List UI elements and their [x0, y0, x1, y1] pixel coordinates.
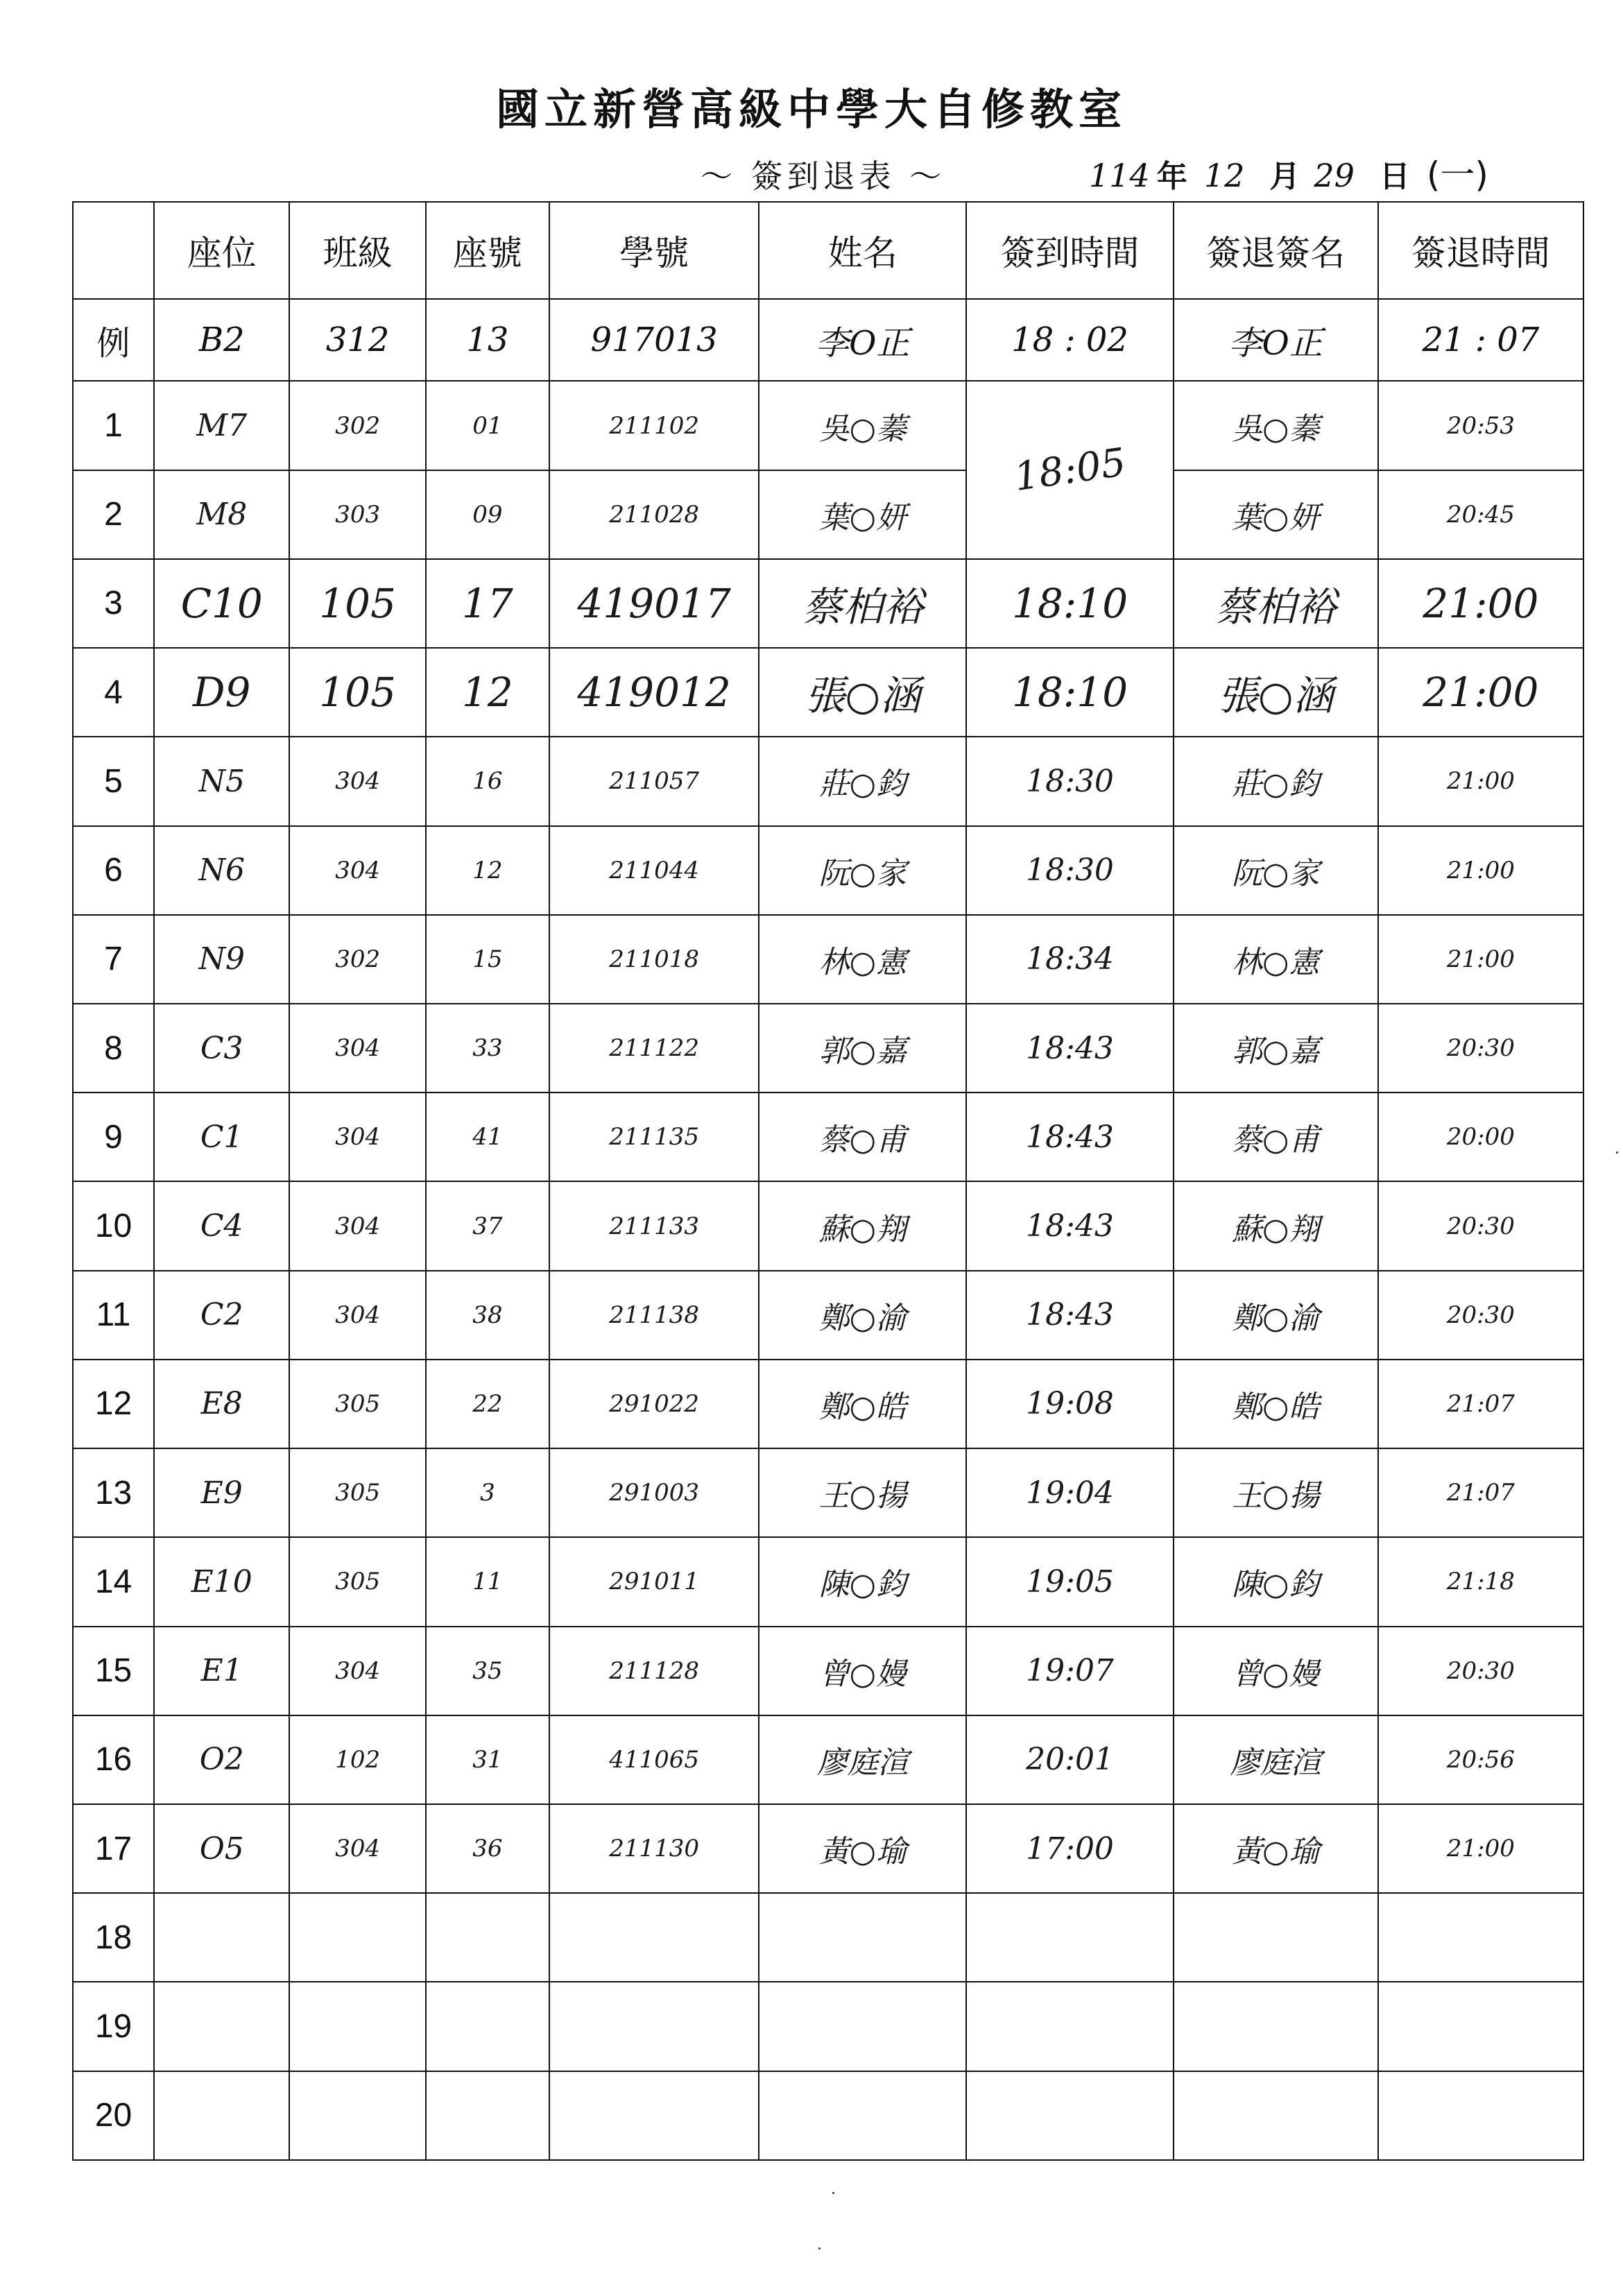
checkout-time-cell: 20:53	[1378, 381, 1583, 470]
col-header-name: 姓名	[759, 202, 966, 299]
checkout-time-cell: 21:00	[1378, 648, 1583, 737]
row-number: 20	[73, 2071, 154, 2160]
name-cell: 吳○蓁	[759, 381, 966, 470]
name-cell: 阮○家	[759, 826, 966, 915]
checkin-time-cell: 19:08	[966, 1360, 1173, 1448]
seat-cell: N9	[154, 915, 289, 1004]
row-number: 4	[73, 648, 154, 737]
seat-no-cell: 17	[426, 559, 549, 648]
student-id-cell: 211122	[549, 1004, 759, 1093]
checkin-time-cell: 18:43	[966, 1004, 1173, 1093]
seat-cell: E10	[154, 1537, 289, 1626]
seat-cell: E9	[154, 1448, 289, 1537]
table-row	[73, 1627, 1583, 1715]
checkout-time-cell: 21:00	[1378, 1804, 1583, 1893]
seat-cell: C3	[154, 1004, 289, 1093]
name-cell	[759, 1893, 966, 1982]
class-cell: 304	[289, 1004, 425, 1093]
checkin-time-cell: 18:43	[966, 1093, 1173, 1181]
table-row	[73, 1181, 1583, 1270]
checkout-signature-cell: 林○憲	[1174, 915, 1378, 1004]
seat-cell: C1	[154, 1093, 289, 1181]
example-row	[73, 299, 1583, 381]
student-id-cell: 211044	[549, 826, 759, 915]
name-cell	[759, 1982, 966, 2071]
seat-no-cell: 15	[426, 915, 549, 1004]
class-cell	[289, 2071, 425, 2160]
seat-no-cell: 31	[426, 1715, 549, 1804]
checkin-time-cell: 18:34	[966, 915, 1173, 1004]
row-number: 11	[73, 1271, 154, 1360]
table-row	[73, 1004, 1583, 1093]
class-cell: 105	[289, 559, 425, 648]
table-row	[73, 1271, 1583, 1360]
class-cell: 304	[289, 826, 425, 915]
checkout-signature-cell: 蔡柏裕	[1174, 559, 1378, 648]
class-cell: 304	[289, 1093, 425, 1181]
checkin-time-cell: 18:30	[966, 826, 1173, 915]
checkin-time-cell: 18:30	[966, 737, 1173, 825]
table-header-row	[73, 202, 1583, 299]
seat-no-cell: 38	[426, 1271, 549, 1360]
seat-cell	[154, 1982, 289, 2071]
document-title: 國立新營高級中學大自修教室	[495, 84, 1127, 135]
table-row	[73, 1537, 1583, 1626]
checkout-signature-cell	[1174, 1893, 1378, 1982]
day-label: 日	[1379, 159, 1410, 194]
checkout-signature-cell: 廖庭渲	[1174, 1715, 1378, 1804]
row-number: 10	[73, 1181, 154, 1270]
name-cell: 陳○鈞	[759, 1537, 966, 1626]
date-weekday: (一)	[1426, 155, 1488, 195]
row-number: 19	[73, 1982, 154, 2071]
student-id-cell	[549, 2071, 759, 2160]
col-header-checkout-signature: 簽退簽名	[1174, 202, 1378, 299]
student-id-cell: 291003	[549, 1448, 759, 1537]
checkout-time-cell	[1378, 1893, 1583, 1982]
table-row	[73, 648, 1583, 737]
name-cell: 蔡○甫	[759, 1093, 966, 1181]
name-cell: 王○揚	[759, 1448, 966, 1537]
seat-no-cell: 11	[426, 1537, 549, 1626]
checkout-time-cell: 21:00	[1378, 915, 1583, 1004]
table-row	[73, 381, 1583, 470]
checkout-signature-cell: 鄭○渝	[1174, 1271, 1378, 1360]
student-id-cell: 291011	[549, 1537, 759, 1626]
row-number: 15	[73, 1627, 154, 1715]
example-class: 312	[289, 299, 425, 381]
signin-table	[72, 201, 1584, 2161]
table-row	[73, 1893, 1583, 1982]
col-header-seat: 座位	[154, 202, 289, 299]
name-cell: 蔡柏裕	[759, 559, 966, 648]
merged-checkin-time: 18:05	[1011, 440, 1128, 501]
seat-no-cell: 37	[426, 1181, 549, 1270]
col-header-index	[73, 202, 154, 299]
checkout-signature-cell: 蘇○翔	[1174, 1181, 1378, 1270]
checkin-time-cell: 18:43	[966, 1271, 1173, 1360]
seat-no-cell: 3	[426, 1448, 549, 1537]
row-number: 14	[73, 1537, 154, 1626]
row-number: 6	[73, 826, 154, 915]
student-id-cell: 291022	[549, 1360, 759, 1448]
checkout-signature-cell: 蔡○甫	[1174, 1093, 1378, 1181]
seat-cell: E8	[154, 1360, 289, 1448]
row-number: 2	[73, 470, 154, 559]
row-number: 5	[73, 737, 154, 825]
name-cell: 鄭○皓	[759, 1360, 966, 1448]
date-month: 12	[1203, 157, 1245, 194]
col-header-checkout-time: 簽退時間	[1378, 202, 1583, 299]
table-row	[73, 559, 1583, 648]
student-id-cell: 211133	[549, 1181, 759, 1270]
checkout-signature-cell: 張○涵	[1174, 648, 1378, 737]
checkin-time-cell	[966, 1982, 1173, 2071]
checkout-signature-cell: 王○揚	[1174, 1448, 1378, 1537]
checkin-time-cell: 18:10	[966, 559, 1173, 648]
checkout-time-cell: 21:00	[1378, 559, 1583, 648]
class-cell: 304	[289, 1271, 425, 1360]
seat-cell: N6	[154, 826, 289, 915]
seat-cell: O5	[154, 1804, 289, 1893]
row-number: 7	[73, 915, 154, 1004]
checkout-signature-cell: 鄭○皓	[1174, 1360, 1378, 1448]
class-cell: 304	[289, 1804, 425, 1893]
checkin-time-cell	[966, 1893, 1173, 1982]
example-name: 李O正	[759, 299, 966, 381]
name-cell: 蘇○翔	[759, 1181, 966, 1270]
seat-no-cell: 36	[426, 1804, 549, 1893]
class-cell: 102	[289, 1715, 425, 1804]
date-line	[1089, 147, 1488, 197]
checkout-signature-cell: 莊○鈞	[1174, 737, 1378, 825]
student-id-cell	[549, 1893, 759, 1982]
checkout-time-cell: 21:00	[1378, 737, 1583, 825]
checkin-time-cell: 17:00	[966, 1804, 1173, 1893]
seat-no-cell: 33	[426, 1004, 549, 1093]
class-cell: 304	[289, 1627, 425, 1715]
checkout-time-cell: 20:30	[1378, 1181, 1583, 1270]
student-id-cell: 211138	[549, 1271, 759, 1360]
checkin-time-cell: 19:07	[966, 1627, 1173, 1715]
class-cell: 302	[289, 381, 425, 470]
seat-no-cell	[426, 1893, 549, 1982]
row-number: 9	[73, 1093, 154, 1181]
table-row	[73, 826, 1583, 915]
row-number: 16	[73, 1715, 154, 1804]
student-id-cell: 419017	[549, 559, 759, 648]
seat-no-cell: 41	[426, 1093, 549, 1181]
checkout-signature-cell: 葉○妍	[1174, 470, 1378, 559]
checkout-time-cell: 20:56	[1378, 1715, 1583, 1804]
seat-cell	[154, 2071, 289, 2160]
col-header-checkin-time: 簽到時間	[966, 202, 1173, 299]
class-cell: 305	[289, 1360, 425, 1448]
name-cell: 曾○嫚	[759, 1627, 966, 1715]
seat-cell: O2	[154, 1715, 289, 1804]
year-label: 年	[1156, 159, 1187, 194]
seat-cell: C2	[154, 1271, 289, 1360]
col-header-class: 班級	[289, 202, 425, 299]
seat-cell: M7	[154, 381, 289, 470]
seat-cell: C4	[154, 1181, 289, 1270]
checkin-time-cell: 19:04	[966, 1448, 1173, 1537]
checkout-time-cell: 20:45	[1378, 470, 1583, 559]
name-cell: 黃○瑜	[759, 1804, 966, 1893]
table-row	[73, 1804, 1583, 1893]
seat-no-cell: 01	[426, 381, 549, 470]
checkin-time-cell: 19:05	[966, 1537, 1173, 1626]
checkout-signature-cell: 曾○嫚	[1174, 1627, 1378, 1715]
example-label: 例	[73, 299, 154, 381]
example-seat: B2	[154, 299, 289, 381]
student-id-cell: 211028	[549, 470, 759, 559]
checkout-time-cell: 20:30	[1378, 1004, 1583, 1093]
table-row	[73, 915, 1583, 1004]
table-row	[73, 470, 1583, 559]
student-id-cell: 211128	[549, 1627, 759, 1715]
checkin-time-cell	[966, 381, 1173, 558]
name-cell: 鄭○渝	[759, 1271, 966, 1360]
table-row	[73, 1360, 1583, 1448]
checkout-time-cell: 21:07	[1378, 1360, 1583, 1448]
class-cell: 304	[289, 1181, 425, 1270]
name-cell: 葉○妍	[759, 470, 966, 559]
student-id-cell	[549, 1982, 759, 2071]
checkout-time-cell: 21:07	[1378, 1448, 1583, 1537]
checkout-signature-cell: 陳○鈞	[1174, 1537, 1378, 1626]
row-number: 13	[73, 1448, 154, 1537]
student-id-cell: 211018	[549, 915, 759, 1004]
seat-cell: M8	[154, 470, 289, 559]
class-cell: 302	[289, 915, 425, 1004]
checkout-time-cell: 20:30	[1378, 1271, 1583, 1360]
checkin-time-cell: 18:10	[966, 648, 1173, 737]
checkout-signature-cell	[1174, 1982, 1378, 2071]
checkout-time-cell	[1378, 2071, 1583, 2160]
col-header-student-id: 學號	[549, 202, 759, 299]
checkout-time-cell: 21:18	[1378, 1537, 1583, 1626]
checkout-signature-cell: 吳○蓁	[1174, 381, 1378, 470]
checkout-time-cell	[1378, 1982, 1583, 2071]
seat-no-cell: 12	[426, 826, 549, 915]
name-cell	[759, 2071, 966, 2160]
col-header-seat-no: 座號	[426, 202, 549, 299]
class-cell: 304	[289, 737, 425, 825]
table-row	[73, 737, 1583, 825]
checkin-time-cell: 20:01	[966, 1715, 1173, 1804]
row-number: 17	[73, 1804, 154, 1893]
example-seat-no: 13	[426, 299, 549, 381]
checkout-signature-cell: 黃○瑜	[1174, 1804, 1378, 1893]
date-year: 114	[1089, 157, 1150, 194]
checkout-signature-cell	[1174, 2071, 1378, 2160]
checkin-time-cell: 18:43	[966, 1181, 1173, 1270]
table-row	[73, 1715, 1583, 1804]
row-number: 8	[73, 1004, 154, 1093]
student-id-cell: 211130	[549, 1804, 759, 1893]
table-row	[73, 2071, 1583, 2160]
name-cell: 林○憲	[759, 915, 966, 1004]
name-cell: 莊○鈞	[759, 737, 966, 825]
checkout-signature-cell: 郭○嘉	[1174, 1004, 1378, 1093]
class-cell: 305	[289, 1537, 425, 1626]
seat-no-cell: 16	[426, 737, 549, 825]
checkout-signature-cell: 阮○家	[1174, 826, 1378, 915]
seat-no-cell	[426, 1982, 549, 2071]
example-student-id: 917013	[549, 299, 759, 381]
checkout-time-cell: 20:30	[1378, 1627, 1583, 1715]
row-number: 18	[73, 1893, 154, 1982]
seat-no-cell: 35	[426, 1627, 549, 1715]
row-number: 1	[73, 381, 154, 470]
class-cell	[289, 1893, 425, 1982]
checkout-time-cell: 21:00	[1378, 826, 1583, 915]
class-cell: 105	[289, 648, 425, 737]
name-cell: 郭○嘉	[759, 1004, 966, 1093]
student-id-cell: 411065	[549, 1715, 759, 1804]
example-checkout-signature: 李O正	[1174, 299, 1378, 381]
example-checkout-time: 21 : 07	[1378, 299, 1583, 381]
table-row	[73, 1982, 1583, 2071]
student-id-cell: 211135	[549, 1093, 759, 1181]
row-number: 12	[73, 1360, 154, 1448]
name-cell: 張○涵	[759, 648, 966, 737]
class-cell	[289, 1982, 425, 2071]
document-subtitle: ～ 簽到退表 ～	[701, 157, 946, 195]
table-row	[73, 1093, 1583, 1181]
class-cell: 305	[289, 1448, 425, 1537]
example-checkin-time: 18 : 02	[966, 299, 1173, 381]
seat-no-cell	[426, 2071, 549, 2160]
seat-cell: E1	[154, 1627, 289, 1715]
name-cell: 廖庭渲	[759, 1715, 966, 1804]
seat-no-cell: 09	[426, 470, 549, 559]
row-number: 3	[73, 559, 154, 648]
seat-cell	[154, 1893, 289, 1982]
table-row	[73, 1448, 1583, 1537]
student-id-cell: 419012	[549, 648, 759, 737]
checkout-time-cell: 20:00	[1378, 1093, 1583, 1181]
seat-cell: C10	[154, 559, 289, 648]
month-label: 月	[1269, 159, 1300, 194]
seat-cell: D9	[154, 648, 289, 737]
class-cell: 303	[289, 470, 425, 559]
date-day: 29	[1314, 157, 1355, 194]
seat-no-cell: 22	[426, 1360, 549, 1448]
seat-cell: N5	[154, 737, 289, 825]
student-id-cell: 211102	[549, 381, 759, 470]
checkin-time-cell	[966, 2071, 1173, 2160]
student-id-cell: 211057	[549, 737, 759, 825]
seat-no-cell: 12	[426, 648, 549, 737]
